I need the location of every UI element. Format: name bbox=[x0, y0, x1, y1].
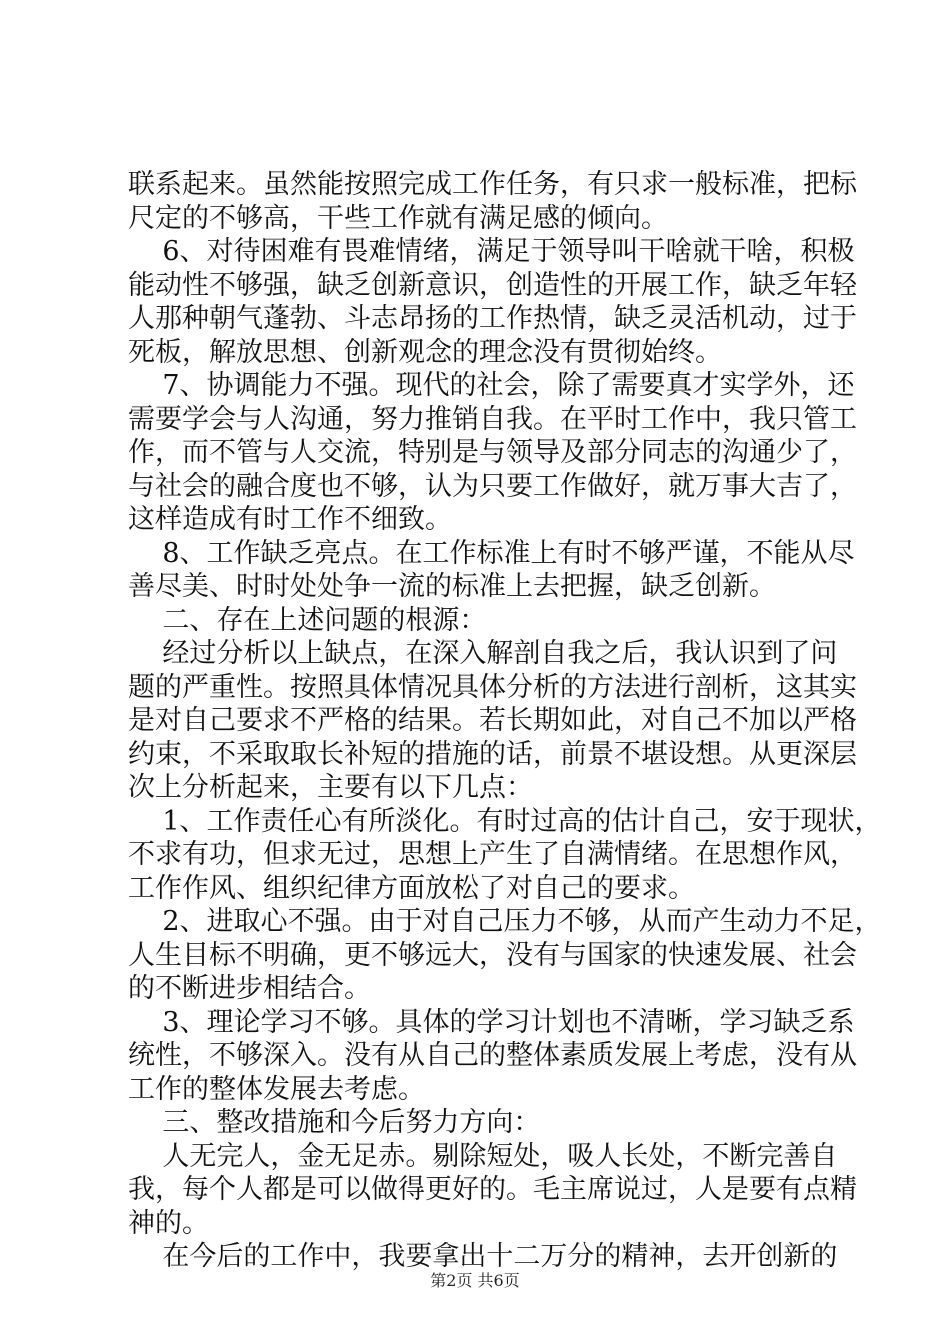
text-line: 联系起来。虽然能按照完成工作任务，有只求一般标准，把标 bbox=[128, 169, 857, 200]
text-line: 6、对待困难有畏难情绪，满足于领导叫干啥就干啥，积极 bbox=[128, 236, 855, 267]
section-heading: 二、存在上述问题的根源： bbox=[128, 604, 487, 636]
document-body bbox=[128, 168, 882, 1274]
text-line: 题的严重性。按照具体情况具体分析的方法进行剖析，这其实 bbox=[128, 671, 857, 703]
text-line: 8、工作缺乏亮点。在工作标准上有时不够严谨，不能从尽 bbox=[128, 537, 855, 569]
text-line: 在今后的工作中，我要拿出十二万分的精神，去开创新的 bbox=[128, 1241, 838, 1272]
text-line: 次上分析起来，主要有以下几点： bbox=[128, 772, 533, 803]
text-line: 2、进取心不强。由于对自己压力不够，从而产生动力不足， bbox=[128, 906, 882, 937]
text-line: 工作的整体发展去考虑。 bbox=[128, 1073, 425, 1105]
text-line: 与社会的融合度也不够，认为只要工作做好，就万事大吉了， bbox=[128, 470, 857, 502]
text-line: 善尽美、时时处处争一流的标准上去把握，缺乏创新。 bbox=[128, 571, 776, 602]
text-line: 人无完人，金无足赤。剔除短处，吸人长处，不断完善自 bbox=[128, 1140, 838, 1172]
text-line: 7、协调能力不强。现代的社会，除了需要真才实学外，还 bbox=[128, 370, 855, 401]
text-line: 约束，不采取取长补短的措施的话，前景不堪设想。从更深层 bbox=[128, 738, 857, 770]
text-line: 的不断进步相结合。 bbox=[128, 973, 371, 1004]
text-line: 工作作风、组织纪律方面放松了对自己的要求。 bbox=[128, 872, 695, 904]
text-line: 人那种朝气蓬勃、斗志昂扬的工作热情，缺乏灵活机动，过于 bbox=[128, 303, 857, 334]
text-line: 是对自己要求不严格的结果。若长期如此，对自己不加以严格 bbox=[128, 705, 857, 736]
text-line: 能动性不够强，缺乏创新意识，创造性的开展工作，缺乏年轻 bbox=[128, 269, 857, 301]
text-line: 我，每个人都是可以做得更好的。毛主席说过，人是要有点精 bbox=[128, 1174, 857, 1205]
text-line: 1、工作责任心有所淡化。有时过高的估计自己，安于现状， bbox=[128, 805, 882, 837]
text-line: 人生目标不明确，更不够远大，没有与国家的快速发展、社会 bbox=[128, 939, 857, 971]
section-heading: 三、整改措施和今后努力方向： bbox=[128, 1107, 541, 1138]
text-line: 神的。 bbox=[128, 1207, 209, 1239]
text-line: 3、理论学习不够。具体的学习计划也不清晰，学习缺乏系 bbox=[128, 1006, 855, 1038]
text-line: 需要学会与人沟通，努力推销自我。在平时工作中，我只管工 bbox=[128, 403, 857, 435]
page-number-footer: 第2页 共6页 bbox=[430, 1271, 520, 1290]
text-line: 不求有功，但求无过，思想上产生了自满情绪。在思想作风， bbox=[128, 839, 857, 870]
text-line: 死板，解放思想、创新观念的理念没有贯彻始终。 bbox=[128, 336, 722, 368]
text-line: 作，而不管与人交流，特别是与领导及部分同志的沟通少了， bbox=[128, 437, 857, 468]
text-line: 经过分析以上缺点，在深入解剖自我之后，我认识到了问 bbox=[128, 638, 838, 669]
text-line: 尺定的不够高，干些工作就有满足感的倾向。 bbox=[128, 202, 668, 234]
text-line: 统性，不够深入。没有从自己的整体素质发展上考虑，没有从 bbox=[128, 1040, 857, 1071]
text-line: 这样造成有时工作不细致。 bbox=[128, 504, 452, 535]
